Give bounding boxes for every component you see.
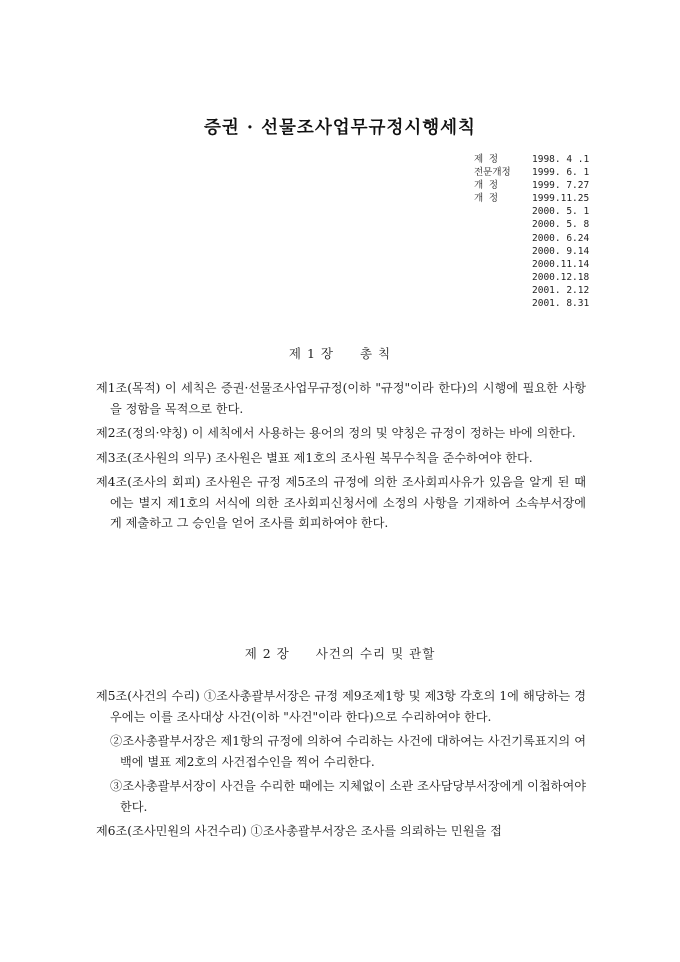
revision-label — [474, 218, 532, 231]
revision-entry — [474, 153, 624, 166]
article-sub-paragraph — [96, 731, 586, 772]
revision-date: 2001. 2.12 — [532, 284, 590, 296]
revision-entry — [474, 192, 624, 205]
revision-date: 2000. 9.14 — [532, 245, 590, 257]
revision-entry — [474, 166, 624, 179]
revision-label: 전문개정 — [474, 167, 511, 179]
revision-label: 개 정 — [474, 193, 499, 205]
revision-label: 제 정 — [474, 154, 499, 165]
revision-date: 2001. 8.31 — [532, 298, 590, 310]
article-paragraph: 제5조(사건의 수리) ①조사총괄부서장은 규정 제9조제1항 및 제3항 각호의 1에 해당하는 경우에는 이를 조사대상 사건(이하 "사건"이라 한다)으로 수리하여야 한다. — [96, 689, 586, 724]
article-paragraph: 제6조(조사민원의 사건수리) ①조사총괄부서장은 조사를 의뢰하는 민원을 접 — [96, 824, 502, 838]
revision-label: 개 정 — [474, 180, 499, 192]
article-paragraph: 제4조(조사의 회피) 조사원은 규정 제5조의 규정에 의한 조사회피사유가 있음을 알게 된 때에는 별지 제1호의 서식에 의한 조사회피신청서에 소정의 사항을 기재하여 소속부서장에게 제출하고 그 승인을 얻어 조사를 회피하여야 한다. — [96, 475, 586, 530]
revision-label — [474, 271, 532, 284]
revision-entry — [474, 258, 624, 271]
revision-entry — [474, 245, 624, 258]
revision-label — [474, 284, 532, 297]
article-paragraph: 제2조(정의·약칭) 이 세칙에서 사용하는 용어의 정의 및 약칭은 규정이 정하는 바에 의한다. — [96, 426, 576, 440]
article-paragraph: 제3조(조사원의 의무) 조사원은 별표 제1호의 조사원 복무수칙을 준수하여야 한다. — [96, 450, 533, 465]
revision-entry — [474, 271, 624, 284]
revision-date: 2000. 6.24 — [532, 232, 590, 244]
revision-entry — [474, 205, 624, 218]
chapter-body — [96, 686, 586, 846]
revision-date: 1999.11.25 — [532, 193, 590, 205]
chapter-heading — [0, 644, 680, 662]
revision-label — [474, 245, 532, 258]
revision-entry — [474, 284, 624, 297]
revision-label — [474, 258, 532, 271]
revision-entry — [474, 179, 624, 192]
article-sub-paragraph — [96, 776, 586, 817]
revision-date: 1999. 7.27 — [532, 180, 590, 192]
revision-date: 2000. 5. 8 — [532, 219, 590, 231]
chapter-body — [96, 378, 586, 538]
chapter-number: 제 2 장 — [244, 646, 290, 661]
chapter-title: 총 칙 — [359, 346, 392, 361]
sub-paragraph-text: ②조사총괄부서장은 제1항의 규정에 의하여 수리하는 사건에 대하여는 사건기록표지의 여백에 별표 제2호의 사건접수인을 찍어 수리한다. — [110, 734, 586, 769]
chapter-heading — [0, 344, 680, 362]
chapter-title: 사건의 수리 및 관할 — [315, 646, 436, 661]
document-title: 증권 · 선물조사업무규정시행세칙 — [204, 118, 476, 138]
sub-paragraph-text: ③조사총괄부서장이 사건을 수리한 때에는 지체없이 소관 조사담당부서장에게 이첩하여야 한다. — [110, 779, 586, 814]
revision-date: 2000.12.18 — [532, 271, 590, 283]
revision-date: 1999. 6. 1 — [532, 167, 590, 179]
revision-date: 2000. 5. 1 — [532, 206, 590, 218]
revision-entry — [474, 232, 624, 245]
revision-history — [474, 153, 624, 310]
revision-date: 1998. 4 .1 — [532, 154, 590, 165]
revision-label — [474, 205, 532, 218]
chapter-number: 제 1 장 — [288, 346, 334, 361]
revision-label — [474, 232, 532, 245]
revision-entry — [474, 218, 624, 231]
article-paragraph: 제1조(목적) 이 세칙은 증권·선물조사업무규정(이하 "규정"이라 한다)의 시행에 필요한 사항을 정함을 목적으로 한다. — [96, 381, 586, 416]
revision-date: 2000.11.14 — [532, 258, 590, 270]
revision-entry — [474, 297, 624, 310]
revision-label — [474, 297, 532, 310]
